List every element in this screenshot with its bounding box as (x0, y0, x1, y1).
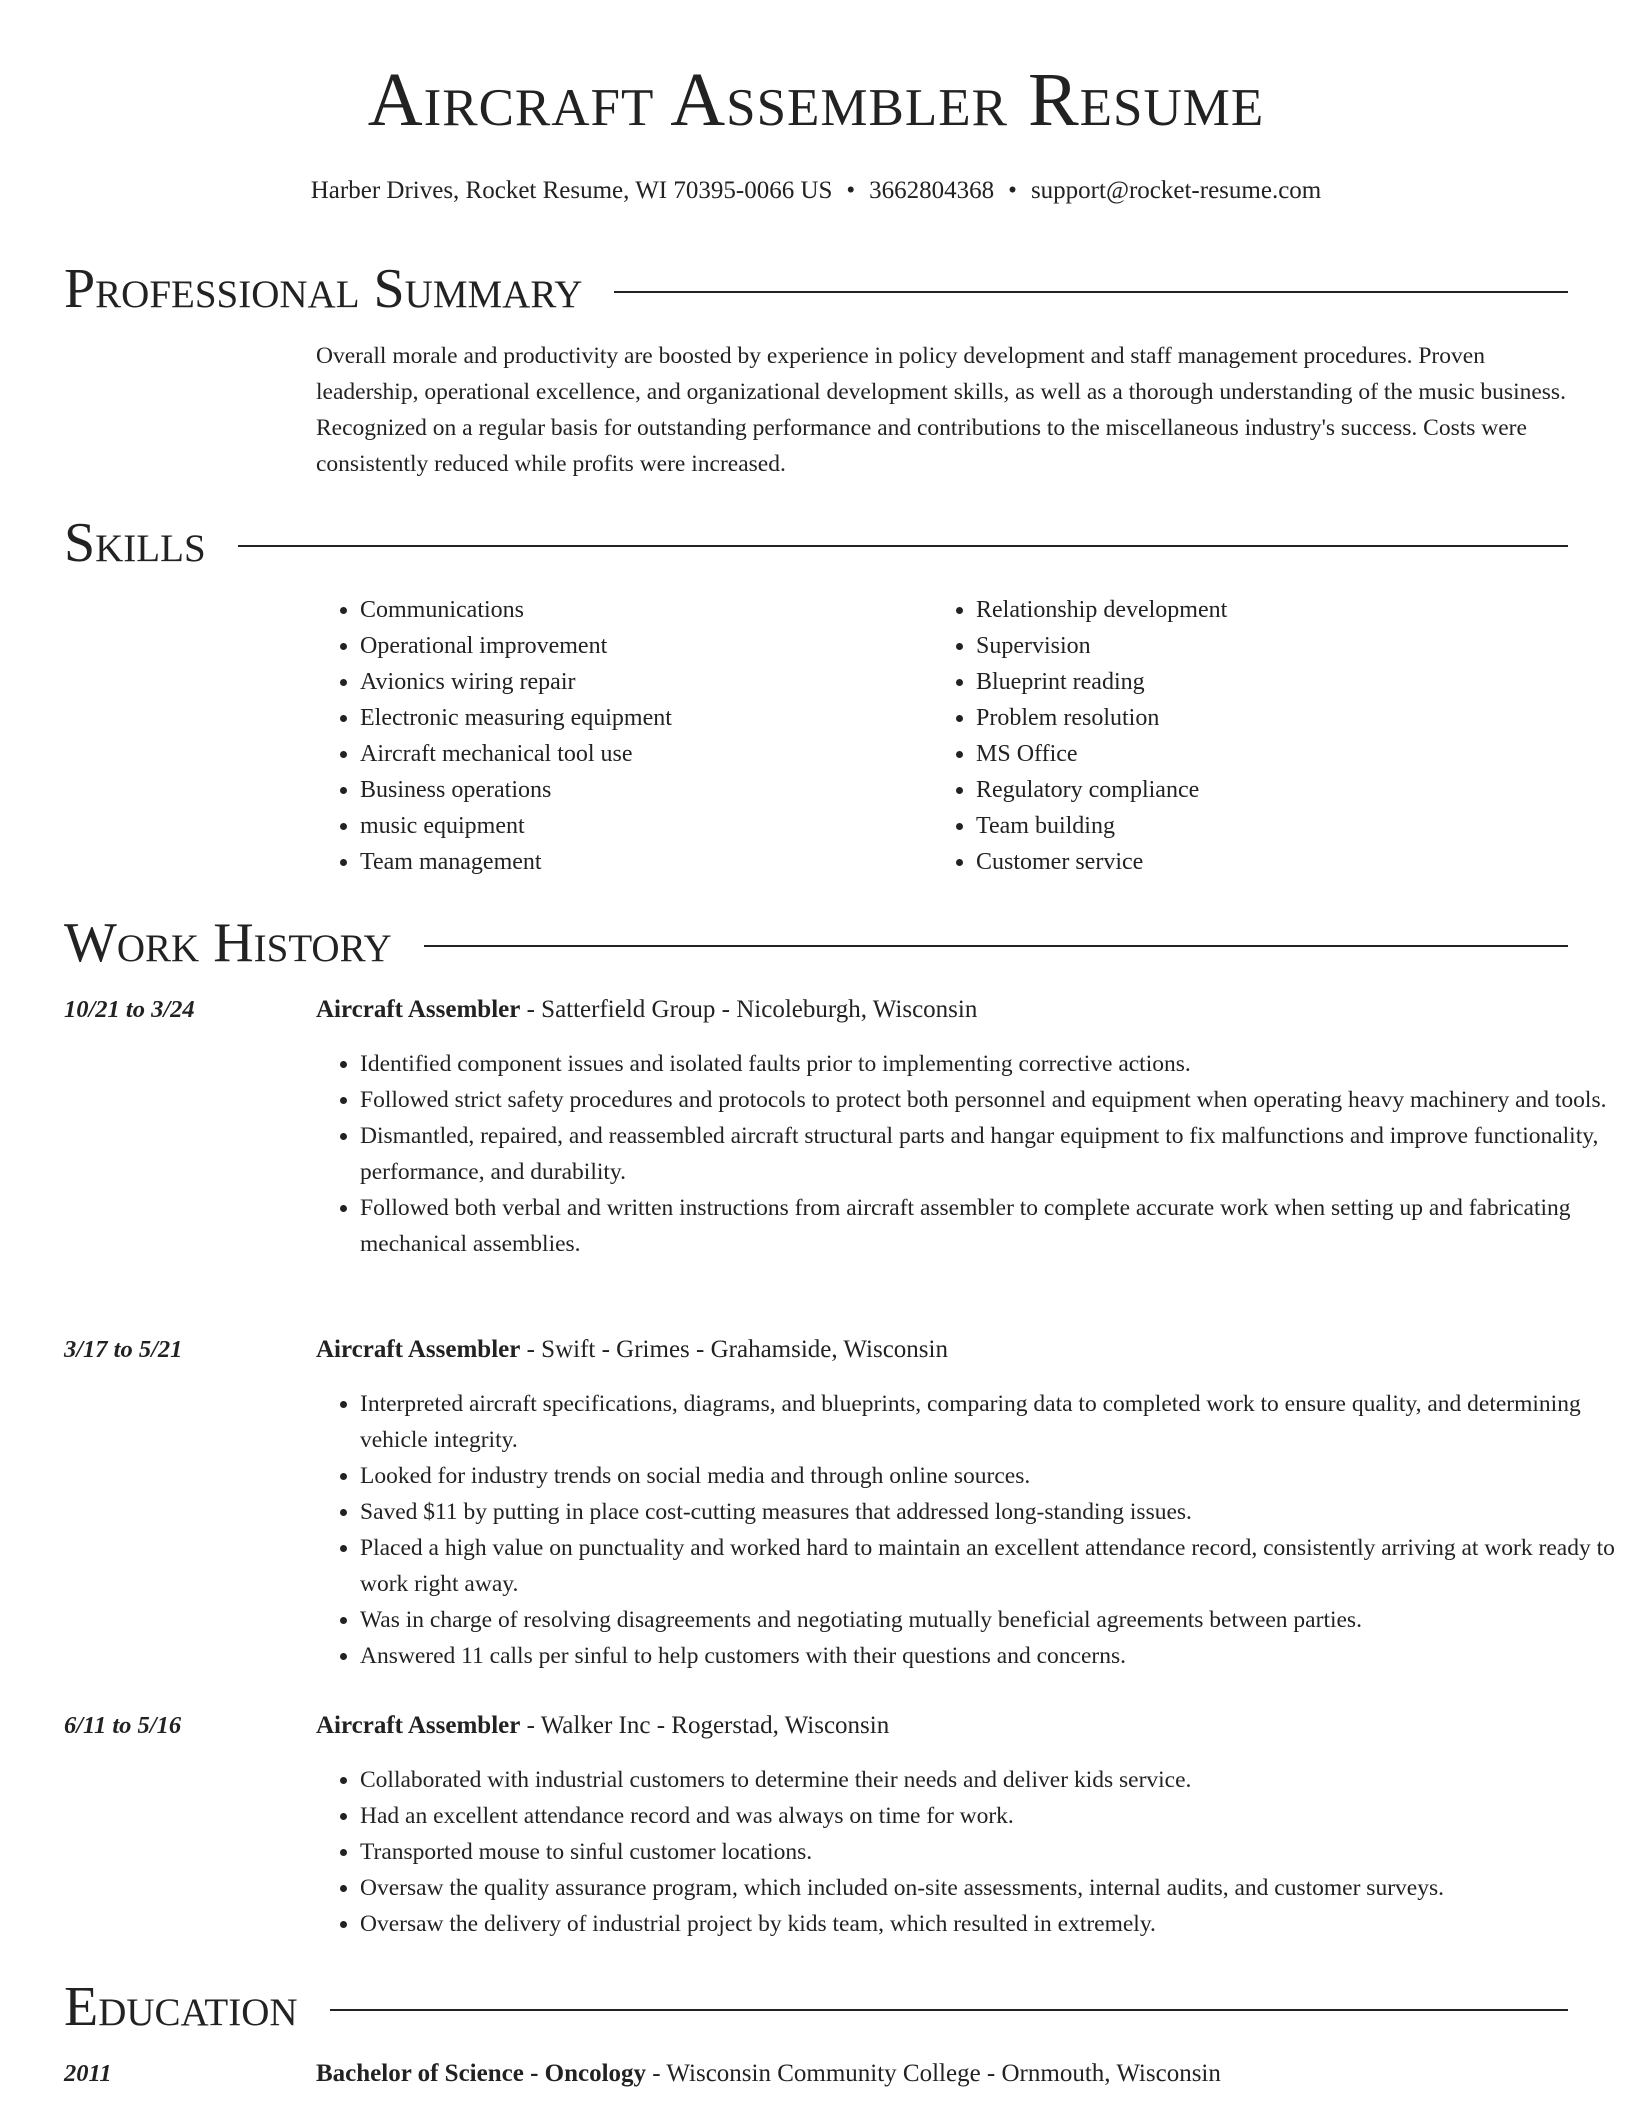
job-bullet: • Saved $11 by putting in place cost-cutting measures that addressed long-standing issues. (360, 1494, 1620, 1530)
education-school: - Wisconsin Community College - Ornmouth, Wisconsin (646, 2060, 1221, 2087)
job-bullet: • Placed a high value on punctuality and worked hard to maintain an excellent attendance record, consistently arriving at work ready to work right away. (360, 1530, 1620, 1602)
job-bullet: • Followed strict safety procedures and protocols to protect both personnel and equipment when operating heavy machinery and tools. (360, 1082, 1620, 1118)
skill-item: • Relationship development (976, 592, 1556, 628)
skill-item: • Regulatory compliance (976, 772, 1556, 808)
skill-item: • MS Office (976, 736, 1556, 772)
job-bullet: • Oversaw the quality assurance program, which included on-site assessments, internal audits, and customer surveys. (360, 1870, 1620, 1906)
job-employer: - Swift - Grimes - Grahamside, Wisconsin (520, 1336, 948, 1363)
skill-item: • Aircraft mechanical tool use (360, 736, 940, 772)
job-bullets (316, 1386, 1620, 1674)
skill-item: • Supervision (976, 628, 1556, 664)
section-heading-text: Skills (64, 512, 206, 574)
job-dates: 3/17 to 5/21 (64, 1336, 183, 1363)
job-bullet: • Collaborated with industrial customers to determine their needs and deliver kids service. (360, 1762, 1620, 1798)
job-bullet: • Oversaw the delivery of industrial project by kids team, which resulted in extremely. (360, 1906, 1620, 1942)
summary-text: Overall morale and productivity are boosted by experience in policy development and staff management procedures. Proven leadership, operational excellence, and organizational development skills, as well as a thorough understanding of the music business. Recognized on a regular basis for outstanding performance and contributions to the miscellaneous industry's success. Costs were consistently reduced while profits were increased. (316, 343, 1566, 477)
job-title: Aircraft Assembler (316, 1336, 521, 1363)
job-bullet: • Answered 11 calls per sinful to help customers with their questions and concerns. (360, 1638, 1620, 1674)
job-title: Aircraft Assembler (316, 996, 521, 1023)
skills-list-left (316, 592, 940, 880)
contact-line (0, 176, 1632, 206)
job-bullet: • Had an excellent attendance record and was always on time for work. (360, 1798, 1620, 1834)
section-heading-text: Professional Summary (64, 258, 583, 320)
education-year: 2011 (64, 2060, 112, 2087)
skill-item: • Avionics wiring repair (360, 664, 940, 700)
job-bullet: • Transported mouse to sinful customer locations. (360, 1834, 1620, 1870)
skill-item: • Team management (360, 844, 940, 880)
skill-item: • Customer service (976, 844, 1556, 880)
section-heading-text: Education (64, 1976, 298, 2038)
section-divider (238, 545, 1568, 547)
section-heading-summary (64, 258, 1568, 320)
job-header (316, 1332, 1576, 1368)
contact-email: support@rocket-resume.com (1030, 177, 1322, 204)
section-divider (330, 2009, 1568, 2011)
job-header (316, 992, 1576, 1028)
skill-item: • Operational improvement (360, 628, 940, 664)
skill-item: • music equipment (360, 808, 940, 844)
education-degree: Bachelor of Science - Oncology (316, 2060, 647, 2087)
section-divider (614, 291, 1568, 293)
skill-item: • Business operations (360, 772, 940, 808)
job-bullets (316, 1046, 1620, 1262)
skill-item: • Blueprint reading (976, 664, 1556, 700)
job-bullet: • Dismantled, repaired, and reassembled aircraft structural parts and hangar equipment to fix malfunctions and improve functionality, performance, and durability. (360, 1118, 1620, 1190)
education-entry (316, 2056, 1576, 2092)
job-dates: 10/21 to 3/24 (64, 996, 195, 1023)
job-header (316, 1708, 1576, 1744)
contact-separator: • (846, 177, 856, 204)
job-employer: - Walker Inc - Rogerstad, Wisconsin (520, 1712, 890, 1739)
contact-address: Harber Drives, Rocket Resume, WI 70395-0066 US (310, 177, 833, 204)
job-employer: - Satterfield Group - Nicoleburgh, Wisconsin (520, 996, 978, 1023)
skill-item: • Communications (360, 592, 940, 628)
job-bullet: • Identified component issues and isolated faults prior to implementing corrective actions. (360, 1046, 1620, 1082)
job-dates: 6/11 to 5/16 (64, 1712, 182, 1739)
skill-item: • Team building (976, 808, 1556, 844)
section-heading-skills (64, 512, 1568, 574)
section-divider (424, 945, 1568, 947)
skill-item: • Problem resolution (976, 700, 1556, 736)
section-heading-work-history (64, 912, 1568, 974)
skill-item: • Electronic measuring equipment (360, 700, 940, 736)
resume-title: Aircraft Assembler Resume (367, 58, 1265, 142)
section-heading-education (64, 1976, 1568, 2038)
contact-phone: 3662804368 (869, 177, 995, 204)
section-heading-text: Work History (64, 912, 392, 974)
job-bullet: • Was in charge of resolving disagreements and negotiating mutually beneficial agreements between parties. (360, 1602, 1620, 1638)
job-bullet: • Interpreted aircraft specifications, diagrams, and blueprints, comparing data to completed work to ensure quality, and determining vehicle integrity. (360, 1386, 1620, 1458)
skills-list-right (932, 592, 1556, 880)
job-bullet: • Looked for industry trends on social media and through online sources. (360, 1458, 1620, 1494)
job-bullet: • Followed both verbal and written instructions from aircraft assembler to complete accurate work when setting up and fabricating mechanical assemblies. (360, 1190, 1620, 1262)
contact-separator: • (1008, 177, 1017, 204)
job-title: Aircraft Assembler (316, 1712, 521, 1739)
job-bullets (316, 1762, 1620, 1942)
